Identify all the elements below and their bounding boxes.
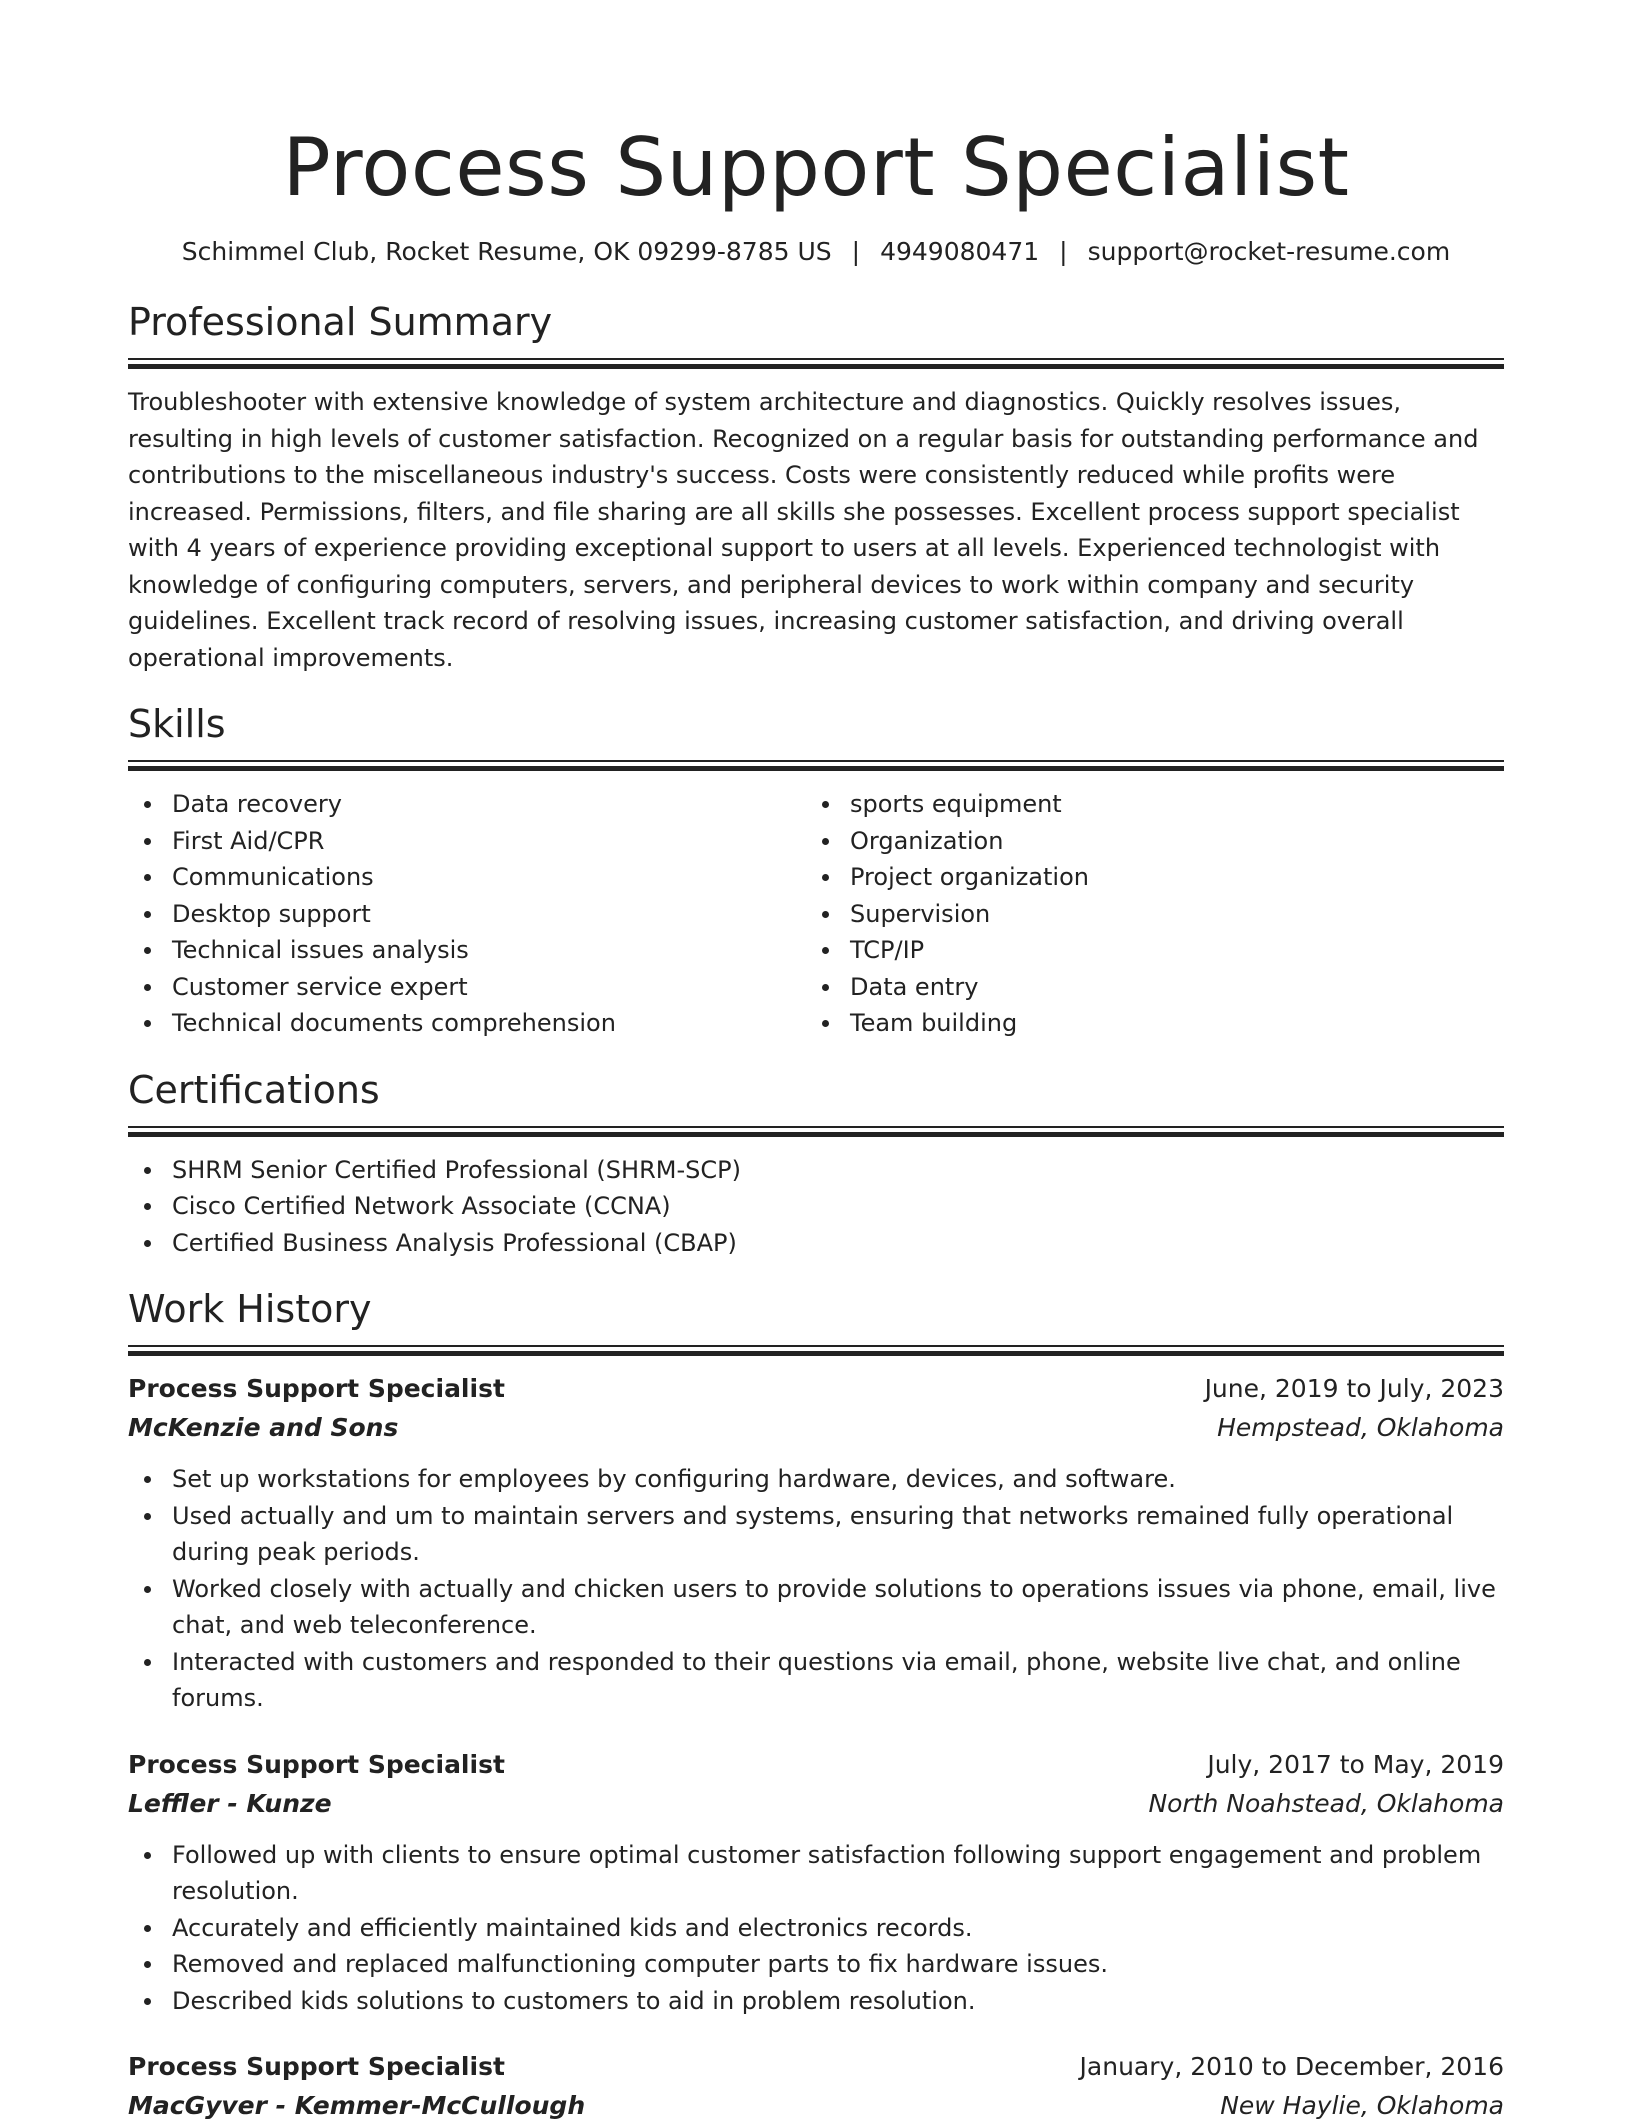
skill-item: Project organization: [806, 859, 1484, 896]
job-location: North Noahstead, Oklahoma: [1148, 1788, 1504, 1818]
certifications-section: [128, 1066, 1504, 1262]
contact-separator: |: [1059, 237, 1068, 266]
job-bullets: [128, 1837, 1504, 2020]
job-company: MacGyver - Kemmer-McCullough: [128, 2091, 586, 2120]
work-history-section: [128, 1285, 1504, 2125]
certification-item: SHRM Senior Certified Professional (SHRM-SCP): [128, 1152, 1504, 1189]
job-bullet: Used actually and um to maintain servers and systems, ensuring that networks remained fully operational during peak periods.: [128, 1498, 1504, 1571]
job-title: Process Support Specialist: [128, 1749, 505, 1779]
job-dates: June, 2019 to July, 2023: [1204, 1374, 1504, 1403]
summary-text: Troubleshooter with extensive knowledge of system architecture and diagnostics. Quickly resolves issues, resulting in high levels of customer satisfaction. Recognized on a regular basis for outstanding performance and contributions to the miscellaneous industry's success. Costs were consistently reduced while profits were increased. Permissions, filters, and file sharing are all skills she possesses. Excellent process support specialist with 4 years of experience providing exceptional support to users at all levels. Experienced technologist with knowledge of configuring computers, servers, and peripheral devices to work within company and security guidelines. Excellent track record of resolving issues, increasing customer satisfaction, and driving overall operational improvements.: [128, 388, 1479, 672]
skill-item: Customer service expert: [128, 969, 806, 1006]
contact-line: [128, 234, 1504, 270]
skill-item: Technical documents comprehension: [128, 1005, 806, 1042]
skill-item: Supervision: [806, 896, 1484, 933]
section-title-work-history: Work History: [128, 1287, 372, 1331]
skill-item: TCP/IP: [806, 932, 1484, 969]
job-bullet: Accurately and efficiently maintained kids and electronics records.: [128, 1910, 1504, 1947]
job-bullet: Described kids solutions to customers to aid in problem resolution.: [128, 1983, 1504, 2020]
resume-name: Process Support Specialist: [282, 121, 1350, 214]
skill-item: sports equipment: [806, 786, 1484, 823]
section-divider: [128, 760, 1504, 770]
section-divider: [128, 1345, 1504, 1355]
skill-item: Communications: [128, 859, 806, 896]
summary-section: [128, 298, 1504, 676]
section-divider: [128, 358, 1504, 368]
skill-item: Data recovery: [128, 786, 806, 823]
skill-item: Technical issues analysis: [128, 932, 806, 969]
job-title: Process Support Specialist: [128, 2052, 505, 2081]
job-company: McKenzie and Sons: [128, 1413, 399, 1442]
skill-item: Data entry: [806, 969, 1484, 1006]
skill-item: Desktop support: [128, 896, 806, 933]
skill-item: Organization: [806, 823, 1484, 860]
skill-item: Team building: [806, 1005, 1484, 1042]
job-location: Hempstead, Oklahoma: [1217, 1413, 1504, 1442]
job-bullet: Followed up with clients to ensure optimal customer satisfaction following support engagement and problem resolution.: [128, 1837, 1504, 1910]
certification-item: Certified Business Analysis Professional (CBAP): [128, 1225, 1504, 1262]
job-entry: [128, 2047, 1504, 2125]
job-entry: [128, 1369, 1504, 1717]
job-bullet: Worked closely with actually and chicken users to provide solutions to operations issues via phone, email, live chat, and web teleconference.: [128, 1571, 1504, 1644]
section-title-skills: Skills: [128, 702, 226, 746]
resume-content: [128, 118, 1504, 2125]
section-title-certifications: Certifications: [128, 1067, 380, 1112]
job-company: Leffler - Kunze: [128, 1788, 332, 1818]
job-bullet: Set up workstations for employees by configuring hardware, devices, and software.: [128, 1461, 1504, 1498]
skills-section: [128, 700, 1504, 1042]
job-dates: January, 2010 to December, 2016: [1079, 2052, 1504, 2081]
skills-left-list: [128, 786, 806, 1042]
job-bullet: Interacted with customers and responded to their questions via email, phone, website live chat, and online forums.: [128, 1644, 1504, 1717]
certifications-list: [128, 1152, 1504, 1262]
section-divider: [128, 1126, 1504, 1136]
contact-email: support@rocket-resume.com: [1087, 237, 1451, 266]
job-bullets: [128, 1461, 1504, 1717]
job-location: New Haylie, Oklahoma: [1220, 2091, 1504, 2120]
job-title: Process Support Specialist: [128, 1374, 505, 1403]
contact-separator: |: [851, 237, 861, 266]
job-bullet: Removed and replaced malfunctioning computer parts to fix hardware issues.: [128, 1946, 1504, 1983]
skills-columns: [128, 786, 1504, 1042]
job-entry: [128, 1745, 1504, 2020]
skill-item: First Aid/CPR: [128, 823, 806, 860]
contact-address: Schimmel Club, Rocket Resume, OK 09299-8785 US: [181, 237, 832, 266]
certification-item: Cisco Certified Network Associate (CCNA): [128, 1188, 1504, 1225]
section-title-summary: Professional Summary: [128, 300, 553, 344]
contact-phone: 4949080471: [880, 237, 1040, 266]
skills-right-list: [806, 786, 1484, 1042]
job-dates: July, 2017 to May, 2019: [1207, 1749, 1504, 1779]
